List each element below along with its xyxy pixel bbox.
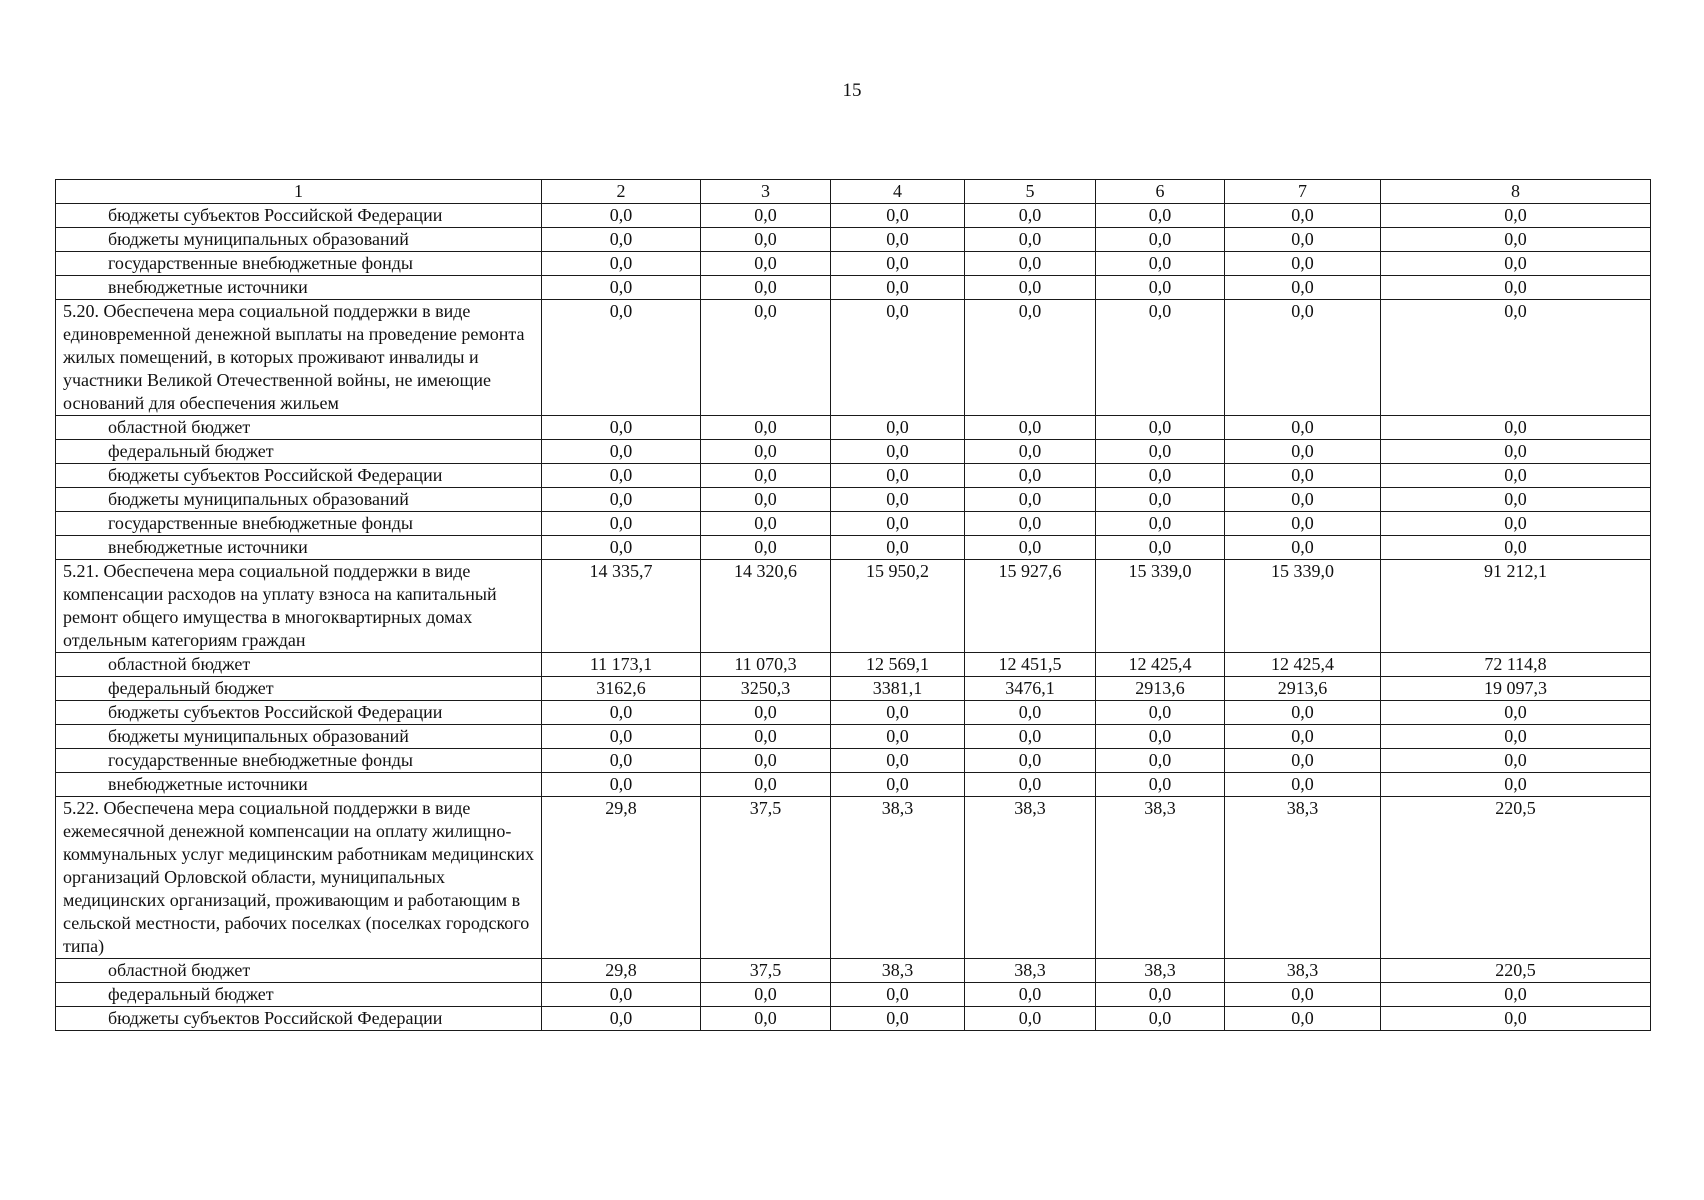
value-cell: 0,0 (542, 276, 701, 300)
value-cell: 0,0 (1381, 488, 1651, 512)
value-cell: 0,0 (1225, 749, 1381, 773)
value-cell: 0,0 (965, 512, 1096, 536)
value-cell: 0,0 (831, 512, 965, 536)
table-row-measure (56, 560, 1651, 653)
value-cell: 0,0 (542, 252, 701, 276)
value-cell: 0,0 (542, 440, 701, 464)
value-cell: 0,0 (701, 204, 831, 228)
value-cell: 0,0 (1381, 701, 1651, 725)
value-cell: 0,0 (1096, 701, 1225, 725)
funding-source-label: бюджеты муниципальных образований (56, 725, 542, 749)
value-cell: 0,0 (1225, 701, 1381, 725)
value-cell: 38,3 (1225, 797, 1381, 959)
funding-source-label: областной бюджет (56, 959, 542, 983)
value-cell: 11 070,3 (701, 653, 831, 677)
value-cell: 0,0 (701, 252, 831, 276)
value-cell: 12 425,4 (1096, 653, 1225, 677)
value-cell: 12 425,4 (1225, 653, 1381, 677)
table-row-source (56, 653, 1651, 677)
value-cell: 0,0 (831, 204, 965, 228)
value-cell: 0,0 (831, 416, 965, 440)
column-number: 4 (831, 180, 965, 204)
table-row-measure (56, 300, 1651, 416)
value-cell: 220,5 (1381, 797, 1651, 959)
value-cell: 0,0 (831, 701, 965, 725)
funding-source-label: бюджеты субъектов Российской Федерации (56, 701, 542, 725)
value-cell: 0,0 (1225, 488, 1381, 512)
value-cell: 0,0 (542, 701, 701, 725)
budget-table (55, 179, 1651, 1031)
value-cell: 3162,6 (542, 677, 701, 701)
value-cell: 12 569,1 (831, 653, 965, 677)
value-cell: 0,0 (1225, 536, 1381, 560)
value-cell: 72 114,8 (1381, 653, 1651, 677)
table-row-source (56, 677, 1651, 701)
value-cell: 0,0 (1096, 252, 1225, 276)
value-cell: 0,0 (1096, 416, 1225, 440)
value-cell: 0,0 (1096, 488, 1225, 512)
table-row-source (56, 773, 1651, 797)
value-cell: 0,0 (1096, 228, 1225, 252)
value-cell: 0,0 (965, 773, 1096, 797)
value-cell: 0,0 (1225, 725, 1381, 749)
value-cell: 0,0 (831, 749, 965, 773)
value-cell: 38,3 (1096, 959, 1225, 983)
table-row-source (56, 464, 1651, 488)
value-cell: 2913,6 (1096, 677, 1225, 701)
table-row-source (56, 204, 1651, 228)
value-cell: 0,0 (1225, 416, 1381, 440)
value-cell: 0,0 (701, 536, 831, 560)
value-cell: 3250,3 (701, 677, 831, 701)
value-cell: 0,0 (542, 983, 701, 1007)
value-cell: 0,0 (542, 416, 701, 440)
value-cell: 0,0 (542, 488, 701, 512)
value-cell: 15 339,0 (1096, 560, 1225, 653)
value-cell: 0,0 (1381, 300, 1651, 416)
value-cell: 0,0 (831, 252, 965, 276)
value-cell: 12 451,5 (965, 653, 1096, 677)
value-cell: 0,0 (965, 440, 1096, 464)
value-cell: 0,0 (1096, 440, 1225, 464)
value-cell: 0,0 (1096, 983, 1225, 1007)
table-body (56, 180, 1651, 1031)
value-cell: 0,0 (965, 488, 1096, 512)
value-cell: 0,0 (542, 228, 701, 252)
value-cell: 0,0 (831, 725, 965, 749)
column-number: 1 (56, 180, 542, 204)
value-cell: 0,0 (701, 983, 831, 1007)
value-cell: 0,0 (831, 228, 965, 252)
funding-source-label: внебюджетные источники (56, 773, 542, 797)
measure-label: 5.21. Обеспечена мера социальной поддержки в виде компенсации расходов на уплату взноса на капитальный ремонт общего имущества в многоквартирных домах отдельным категориям граждан (56, 560, 542, 653)
column-number: 3 (701, 180, 831, 204)
value-cell: 0,0 (1381, 749, 1651, 773)
value-cell: 0,0 (831, 773, 965, 797)
value-cell: 0,0 (1381, 536, 1651, 560)
funding-source-label: внебюджетные источники (56, 536, 542, 560)
value-cell: 0,0 (831, 300, 965, 416)
value-cell: 15 339,0 (1225, 560, 1381, 653)
funding-source-label: бюджеты субъектов Российской Федерации (56, 464, 542, 488)
funding-source-label: областной бюджет (56, 416, 542, 440)
value-cell: 0,0 (1381, 276, 1651, 300)
value-cell: 14 335,7 (542, 560, 701, 653)
column-number: 6 (1096, 180, 1225, 204)
value-cell: 0,0 (542, 536, 701, 560)
value-cell: 0,0 (701, 464, 831, 488)
table-row-source (56, 725, 1651, 749)
value-cell: 0,0 (1381, 440, 1651, 464)
table-row-source (56, 440, 1651, 464)
value-cell: 38,3 (831, 959, 965, 983)
funding-source-label: областной бюджет (56, 653, 542, 677)
value-cell: 0,0 (965, 252, 1096, 276)
value-cell: 0,0 (1225, 773, 1381, 797)
column-number: 5 (965, 180, 1096, 204)
value-cell: 37,5 (701, 959, 831, 983)
funding-source-label: бюджеты субъектов Российской Федерации (56, 1007, 542, 1031)
value-cell: 0,0 (1096, 464, 1225, 488)
value-cell: 0,0 (701, 749, 831, 773)
value-cell: 0,0 (965, 416, 1096, 440)
value-cell: 0,0 (1096, 725, 1225, 749)
value-cell: 0,0 (831, 1007, 965, 1031)
value-cell: 0,0 (701, 488, 831, 512)
column-number: 7 (1225, 180, 1381, 204)
table-row-source (56, 749, 1651, 773)
value-cell: 0,0 (1381, 464, 1651, 488)
table-row-source (56, 276, 1651, 300)
value-cell: 0,0 (701, 512, 831, 536)
value-cell: 0,0 (965, 1007, 1096, 1031)
value-cell: 0,0 (965, 749, 1096, 773)
table-row-source (56, 228, 1651, 252)
value-cell: 0,0 (1225, 252, 1381, 276)
funding-source-label: бюджеты муниципальных образований (56, 488, 542, 512)
value-cell: 14 320,6 (701, 560, 831, 653)
value-cell: 37,5 (701, 797, 831, 959)
value-cell: 11 173,1 (542, 653, 701, 677)
table-row-source (56, 252, 1651, 276)
funding-source-label: внебюджетные источники (56, 276, 542, 300)
table-row-source (56, 536, 1651, 560)
value-cell: 0,0 (542, 300, 701, 416)
value-cell: 29,8 (542, 797, 701, 959)
value-cell: 0,0 (542, 773, 701, 797)
value-cell: 0,0 (1096, 749, 1225, 773)
value-cell: 38,3 (831, 797, 965, 959)
value-cell: 0,0 (1225, 1007, 1381, 1031)
value-cell: 0,0 (831, 983, 965, 1007)
value-cell: 0,0 (965, 536, 1096, 560)
value-cell: 0,0 (1381, 252, 1651, 276)
table-row-source (56, 959, 1651, 983)
column-number: 2 (542, 180, 701, 204)
value-cell: 0,0 (542, 204, 701, 228)
table-row-source (56, 512, 1651, 536)
value-cell: 0,0 (1096, 276, 1225, 300)
value-cell: 0,0 (965, 725, 1096, 749)
value-cell: 3476,1 (965, 677, 1096, 701)
value-cell: 38,3 (965, 959, 1096, 983)
value-cell: 0,0 (1096, 536, 1225, 560)
table-row-source (56, 983, 1651, 1007)
value-cell: 0,0 (1096, 300, 1225, 416)
value-cell: 38,3 (1225, 959, 1381, 983)
value-cell: 0,0 (965, 983, 1096, 1007)
value-cell: 29,8 (542, 959, 701, 983)
funding-source-label: федеральный бюджет (56, 677, 542, 701)
funding-source-label: бюджеты муниципальных образований (56, 228, 542, 252)
value-cell: 0,0 (965, 300, 1096, 416)
table-row-measure (56, 797, 1651, 959)
value-cell: 0,0 (1381, 1007, 1651, 1031)
value-cell: 0,0 (1381, 983, 1651, 1007)
value-cell: 0,0 (965, 464, 1096, 488)
value-cell: 38,3 (965, 797, 1096, 959)
funding-source-label: федеральный бюджет (56, 440, 542, 464)
value-cell: 0,0 (1381, 204, 1651, 228)
value-cell: 0,0 (1381, 512, 1651, 536)
value-cell: 0,0 (542, 749, 701, 773)
value-cell: 15 950,2 (831, 560, 965, 653)
value-cell: 0,0 (542, 464, 701, 488)
funding-source-label: бюджеты субъектов Российской Федерации (56, 204, 542, 228)
value-cell: 3381,1 (831, 677, 965, 701)
value-cell: 0,0 (1225, 300, 1381, 416)
value-cell: 0,0 (1225, 228, 1381, 252)
value-cell: 0,0 (1096, 512, 1225, 536)
value-cell: 0,0 (701, 440, 831, 464)
value-cell: 0,0 (1225, 276, 1381, 300)
value-cell: 0,0 (1096, 773, 1225, 797)
value-cell: 0,0 (1225, 983, 1381, 1007)
value-cell: 0,0 (701, 701, 831, 725)
funding-source-label: федеральный бюджет (56, 983, 542, 1007)
funding-source-label: государственные внебюджетные фонды (56, 749, 542, 773)
value-cell: 0,0 (701, 228, 831, 252)
value-cell: 0,0 (1381, 773, 1651, 797)
value-cell: 0,0 (701, 300, 831, 416)
page-number: 15 (842, 80, 862, 101)
table-row-source (56, 1007, 1651, 1031)
value-cell: 0,0 (701, 1007, 831, 1031)
funding-source-label: государственные внебюджетные фонды (56, 252, 542, 276)
value-cell: 0,0 (1381, 416, 1651, 440)
value-cell: 0,0 (1225, 464, 1381, 488)
value-cell: 0,0 (542, 512, 701, 536)
value-cell: 0,0 (701, 773, 831, 797)
column-number: 8 (1381, 180, 1651, 204)
value-cell: 0,0 (1381, 725, 1651, 749)
value-cell: 2913,6 (1225, 677, 1381, 701)
value-cell: 0,0 (1225, 512, 1381, 536)
value-cell: 19 097,3 (1381, 677, 1651, 701)
value-cell: 0,0 (542, 725, 701, 749)
funding-source-label: государственные внебюджетные фонды (56, 512, 542, 536)
value-cell: 0,0 (965, 701, 1096, 725)
value-cell: 0,0 (701, 416, 831, 440)
value-cell: 0,0 (1225, 440, 1381, 464)
value-cell: 0,0 (965, 228, 1096, 252)
table-row-source (56, 701, 1651, 725)
column-number-row (56, 180, 1651, 204)
value-cell: 38,3 (1096, 797, 1225, 959)
value-cell: 0,0 (542, 1007, 701, 1031)
value-cell: 0,0 (831, 536, 965, 560)
value-cell: 0,0 (831, 488, 965, 512)
value-cell: 0,0 (831, 464, 965, 488)
value-cell: 0,0 (1381, 228, 1651, 252)
table-row-source (56, 488, 1651, 512)
value-cell: 0,0 (831, 276, 965, 300)
value-cell: 0,0 (965, 204, 1096, 228)
value-cell: 220,5 (1381, 959, 1651, 983)
table-row-source (56, 416, 1651, 440)
value-cell: 0,0 (1096, 204, 1225, 228)
value-cell: 0,0 (1225, 204, 1381, 228)
value-cell: 15 927,6 (965, 560, 1096, 653)
measure-label: 5.20. Обеспечена мера социальной поддержки в виде единовременной денежной выплаты на проведение ремонта жилых помещений, в которых проживают инвалиды и участники Великой Отечественной войны, не имеющие оснований для обеспечения жильем (56, 300, 542, 416)
value-cell: 0,0 (1096, 1007, 1225, 1031)
value-cell: 0,0 (965, 276, 1096, 300)
value-cell: 0,0 (701, 725, 831, 749)
value-cell: 0,0 (831, 440, 965, 464)
value-cell: 91 212,1 (1381, 560, 1651, 653)
measure-label: 5.22. Обеспечена мера социальной поддержки в виде ежемесячной денежной компенсации на оплату жилищно-коммунальных услуг медицинским работникам медицинских организаций Орловской области, муниципальных медицинских организаций, проживающим и работающим в сельской местности, рабочих поселках (поселках городского типа) (56, 797, 542, 959)
value-cell: 0,0 (701, 276, 831, 300)
